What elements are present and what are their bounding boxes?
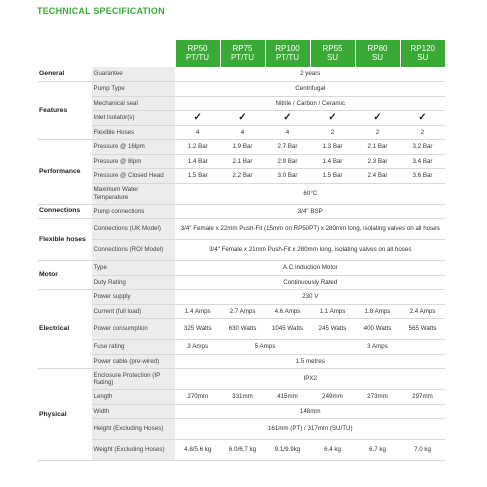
row-value: Nitrile / Carbon / Ceramic bbox=[175, 96, 445, 111]
model-variant: SU bbox=[326, 52, 339, 62]
row-value: A.C Induction Motor bbox=[175, 261, 445, 276]
cell-value: 3.0 Bar bbox=[265, 169, 310, 184]
table-row bbox=[37, 204, 445, 219]
section-connections: Connections bbox=[37, 204, 91, 219]
cell-value: 1045 Watts bbox=[265, 319, 310, 340]
row-label: Inlet Isolator(s) bbox=[91, 111, 175, 126]
cell-value: 4 bbox=[265, 125, 310, 140]
cell-value: 2 bbox=[310, 125, 355, 140]
model-header bbox=[220, 40, 265, 67]
cell-value: 1.4 Bar bbox=[175, 154, 220, 169]
row-label: Guarantee bbox=[91, 67, 175, 82]
row-label: Length bbox=[91, 390, 175, 405]
table-row bbox=[37, 219, 445, 240]
model-name: RP100 bbox=[275, 44, 300, 54]
cell-value: 3 Amps bbox=[310, 340, 445, 355]
row-value: Centrifugal bbox=[175, 82, 445, 97]
check-icon: ✓ bbox=[220, 111, 265, 126]
cell-value: 325 Watts bbox=[175, 319, 220, 340]
cell-value: 297mm bbox=[400, 390, 445, 405]
spec-table bbox=[37, 40, 445, 461]
cell-value: 4 bbox=[175, 125, 220, 140]
cell-value: 1.9 Bar bbox=[220, 140, 265, 155]
model-variant: PT/TU bbox=[185, 52, 210, 62]
check-icon: ✓ bbox=[355, 111, 400, 126]
table-row bbox=[37, 261, 445, 276]
cell-value: 331mm bbox=[220, 390, 265, 405]
cell-value: 249mm bbox=[310, 390, 355, 405]
cell-value: 2.7 Bar bbox=[265, 140, 310, 155]
row-value: 3/4" BSP bbox=[175, 204, 445, 219]
table-row bbox=[37, 67, 445, 82]
check-icon: ✓ bbox=[175, 111, 220, 126]
table-row bbox=[37, 390, 445, 405]
table-row bbox=[37, 404, 445, 419]
table-row bbox=[37, 319, 445, 340]
row-label: Width bbox=[91, 404, 175, 419]
cell-value: 400 Watts bbox=[355, 319, 400, 340]
cell-value: 2.1 Bar bbox=[220, 154, 265, 169]
row-label: Pressure @ 16lpm bbox=[91, 140, 175, 155]
row-label: Pump Type bbox=[91, 82, 175, 97]
cell-value: 5 Amps bbox=[220, 340, 310, 355]
row-label: Enclosure Protection (IP Rating) bbox=[91, 369, 175, 390]
cell-value: 1.4 Amps bbox=[175, 304, 220, 319]
cell-value: 2.2 Bar bbox=[220, 169, 265, 184]
model-header-row bbox=[37, 40, 445, 67]
row-label: Power cable (pre-wired) bbox=[91, 354, 175, 369]
row-value: Continuously Rated bbox=[175, 275, 445, 290]
cell-value: 2.3 Bar bbox=[355, 154, 400, 169]
table-row bbox=[37, 369, 445, 390]
row-label: Connections (UK Model) bbox=[91, 219, 175, 240]
table-row bbox=[37, 154, 445, 169]
cell-value: 1.3 Bar bbox=[310, 140, 355, 155]
model-header bbox=[400, 40, 445, 67]
row-value: 2 years bbox=[175, 67, 445, 82]
model-name: RP120 bbox=[410, 44, 435, 54]
row-value: 148mm bbox=[175, 404, 445, 419]
cell-value: 3.2 Bar bbox=[400, 140, 445, 155]
section-flexible-hoses: Flexible hoses bbox=[37, 219, 91, 261]
section-general: General bbox=[37, 67, 91, 82]
section-electrical: Electrical bbox=[37, 290, 91, 369]
cell-value: 415mm bbox=[265, 390, 310, 405]
cell-value: 4 bbox=[220, 125, 265, 140]
table-row bbox=[37, 111, 445, 126]
row-value: IPX2 bbox=[175, 369, 445, 390]
cell-value: 7.0 kg bbox=[400, 440, 445, 461]
row-label: Weight (Excluding Hoses) bbox=[91, 440, 175, 461]
table-row bbox=[37, 440, 445, 461]
row-label: Type bbox=[91, 261, 175, 276]
model-variant: SU bbox=[417, 52, 429, 62]
cell-value: 2.7 Amps bbox=[220, 304, 265, 319]
model-variant: PT/TU bbox=[230, 52, 255, 62]
section-performance: Performance bbox=[37, 140, 91, 205]
cell-value: 1.5 Bar bbox=[310, 169, 355, 184]
cell-value: 273mm bbox=[355, 390, 400, 405]
row-label: Mechanical seal bbox=[91, 96, 175, 111]
check-icon: ✓ bbox=[400, 111, 445, 126]
row-value: 161mm (PT) / 317mm (SU/TU) bbox=[175, 419, 445, 440]
cell-value: 3.6 Bar bbox=[400, 169, 445, 184]
row-value: 3/4" Female x 22mm Push-Fit (15mm on RP50PT) x 280mm long, isolating valves on all hoses bbox=[175, 219, 445, 240]
row-label: Height (Excluding Hoses) bbox=[91, 419, 175, 440]
row-label: Power supply bbox=[91, 290, 175, 305]
table-row bbox=[37, 340, 445, 355]
row-label: Flexible Hoses bbox=[91, 125, 175, 140]
cell-value: 3.4 Bar bbox=[400, 154, 445, 169]
row-label: Connections (ROI Model) bbox=[91, 240, 175, 261]
cell-value: 2 bbox=[400, 125, 445, 140]
table-row bbox=[37, 290, 445, 305]
cell-value: 2.1 Bar bbox=[355, 140, 400, 155]
table-row bbox=[37, 125, 445, 140]
cell-value: 1.1 Amps bbox=[310, 304, 355, 319]
row-label: Pressure @ 8lpm bbox=[91, 154, 175, 169]
header-blank bbox=[37, 40, 91, 67]
table-row bbox=[37, 183, 445, 204]
row-label: Current (full load) bbox=[91, 304, 175, 319]
row-label: Fuse rating bbox=[91, 340, 175, 355]
cell-value: 245 Watts bbox=[310, 319, 355, 340]
model-variant: PT/TU bbox=[275, 52, 300, 62]
table-row bbox=[37, 240, 445, 261]
table-row bbox=[37, 169, 445, 184]
row-label: Maximum Water Temperature bbox=[91, 183, 175, 204]
row-label: Power consumption bbox=[91, 319, 175, 340]
row-label: Pressure @ Closed Head bbox=[91, 169, 175, 184]
cell-value: 1.4 Bar bbox=[310, 154, 355, 169]
cell-value: 4.8/5.6 kg bbox=[175, 440, 220, 461]
model-variant: SU bbox=[371, 52, 384, 62]
model-name: RP55 bbox=[322, 44, 343, 54]
cell-value: 2.4 Bar bbox=[355, 169, 400, 184]
table-row bbox=[37, 304, 445, 319]
model-header bbox=[310, 40, 355, 67]
cell-value: 6.7 kg bbox=[355, 440, 400, 461]
cell-value: 6.4 kg bbox=[310, 440, 355, 461]
row-value: 60°C bbox=[175, 183, 445, 204]
check-icon: ✓ bbox=[265, 111, 310, 126]
table-row bbox=[37, 96, 445, 111]
cell-value: 9.1/9.9kg bbox=[265, 440, 310, 461]
cell-value: 1.8 Amps bbox=[355, 304, 400, 319]
cell-value: 2.4 Amps bbox=[400, 304, 445, 319]
cell-value: 630 Watts bbox=[220, 319, 265, 340]
check-icon: ✓ bbox=[310, 111, 355, 126]
header-blank bbox=[91, 40, 175, 67]
row-value: 230 V bbox=[175, 290, 445, 305]
model-header bbox=[355, 40, 400, 67]
cell-value: 2.9 Bar bbox=[265, 154, 310, 169]
model-header bbox=[265, 40, 310, 67]
row-value: 1.5 metres bbox=[175, 354, 445, 369]
cell-value: 270mm bbox=[175, 390, 220, 405]
cell-value: 565 Watts bbox=[400, 319, 445, 340]
cell-value: 6.0/6.7 kg bbox=[220, 440, 265, 461]
page-title: TECHNICAL SPECIFICATION bbox=[37, 6, 165, 16]
section-physical: Physical bbox=[37, 369, 91, 461]
cell-value: 1.5 Bar bbox=[175, 169, 220, 184]
model-header bbox=[175, 40, 220, 67]
model-name: RP50 bbox=[187, 44, 208, 54]
row-label: Pump connections bbox=[91, 204, 175, 219]
cell-value: 2 bbox=[355, 125, 400, 140]
model-name: RP80 bbox=[367, 44, 388, 54]
table-row bbox=[37, 82, 445, 97]
cell-value: 1.2 Bar bbox=[175, 140, 220, 155]
cell-value: 3 Amps bbox=[175, 340, 220, 355]
section-features: Features bbox=[37, 82, 91, 140]
cell-value: 4.6 Amps bbox=[265, 304, 310, 319]
section-motor: Motor bbox=[37, 261, 91, 290]
table-row bbox=[37, 140, 445, 155]
model-name: RP75 bbox=[232, 44, 253, 54]
table-row bbox=[37, 275, 445, 290]
row-label: Duty Rating bbox=[91, 275, 175, 290]
table-row bbox=[37, 419, 445, 440]
table-row bbox=[37, 354, 445, 369]
row-value: 3/4" Female x 21mm Push-Fit x 280mm long, isolating valves on all hoses bbox=[175, 240, 445, 261]
